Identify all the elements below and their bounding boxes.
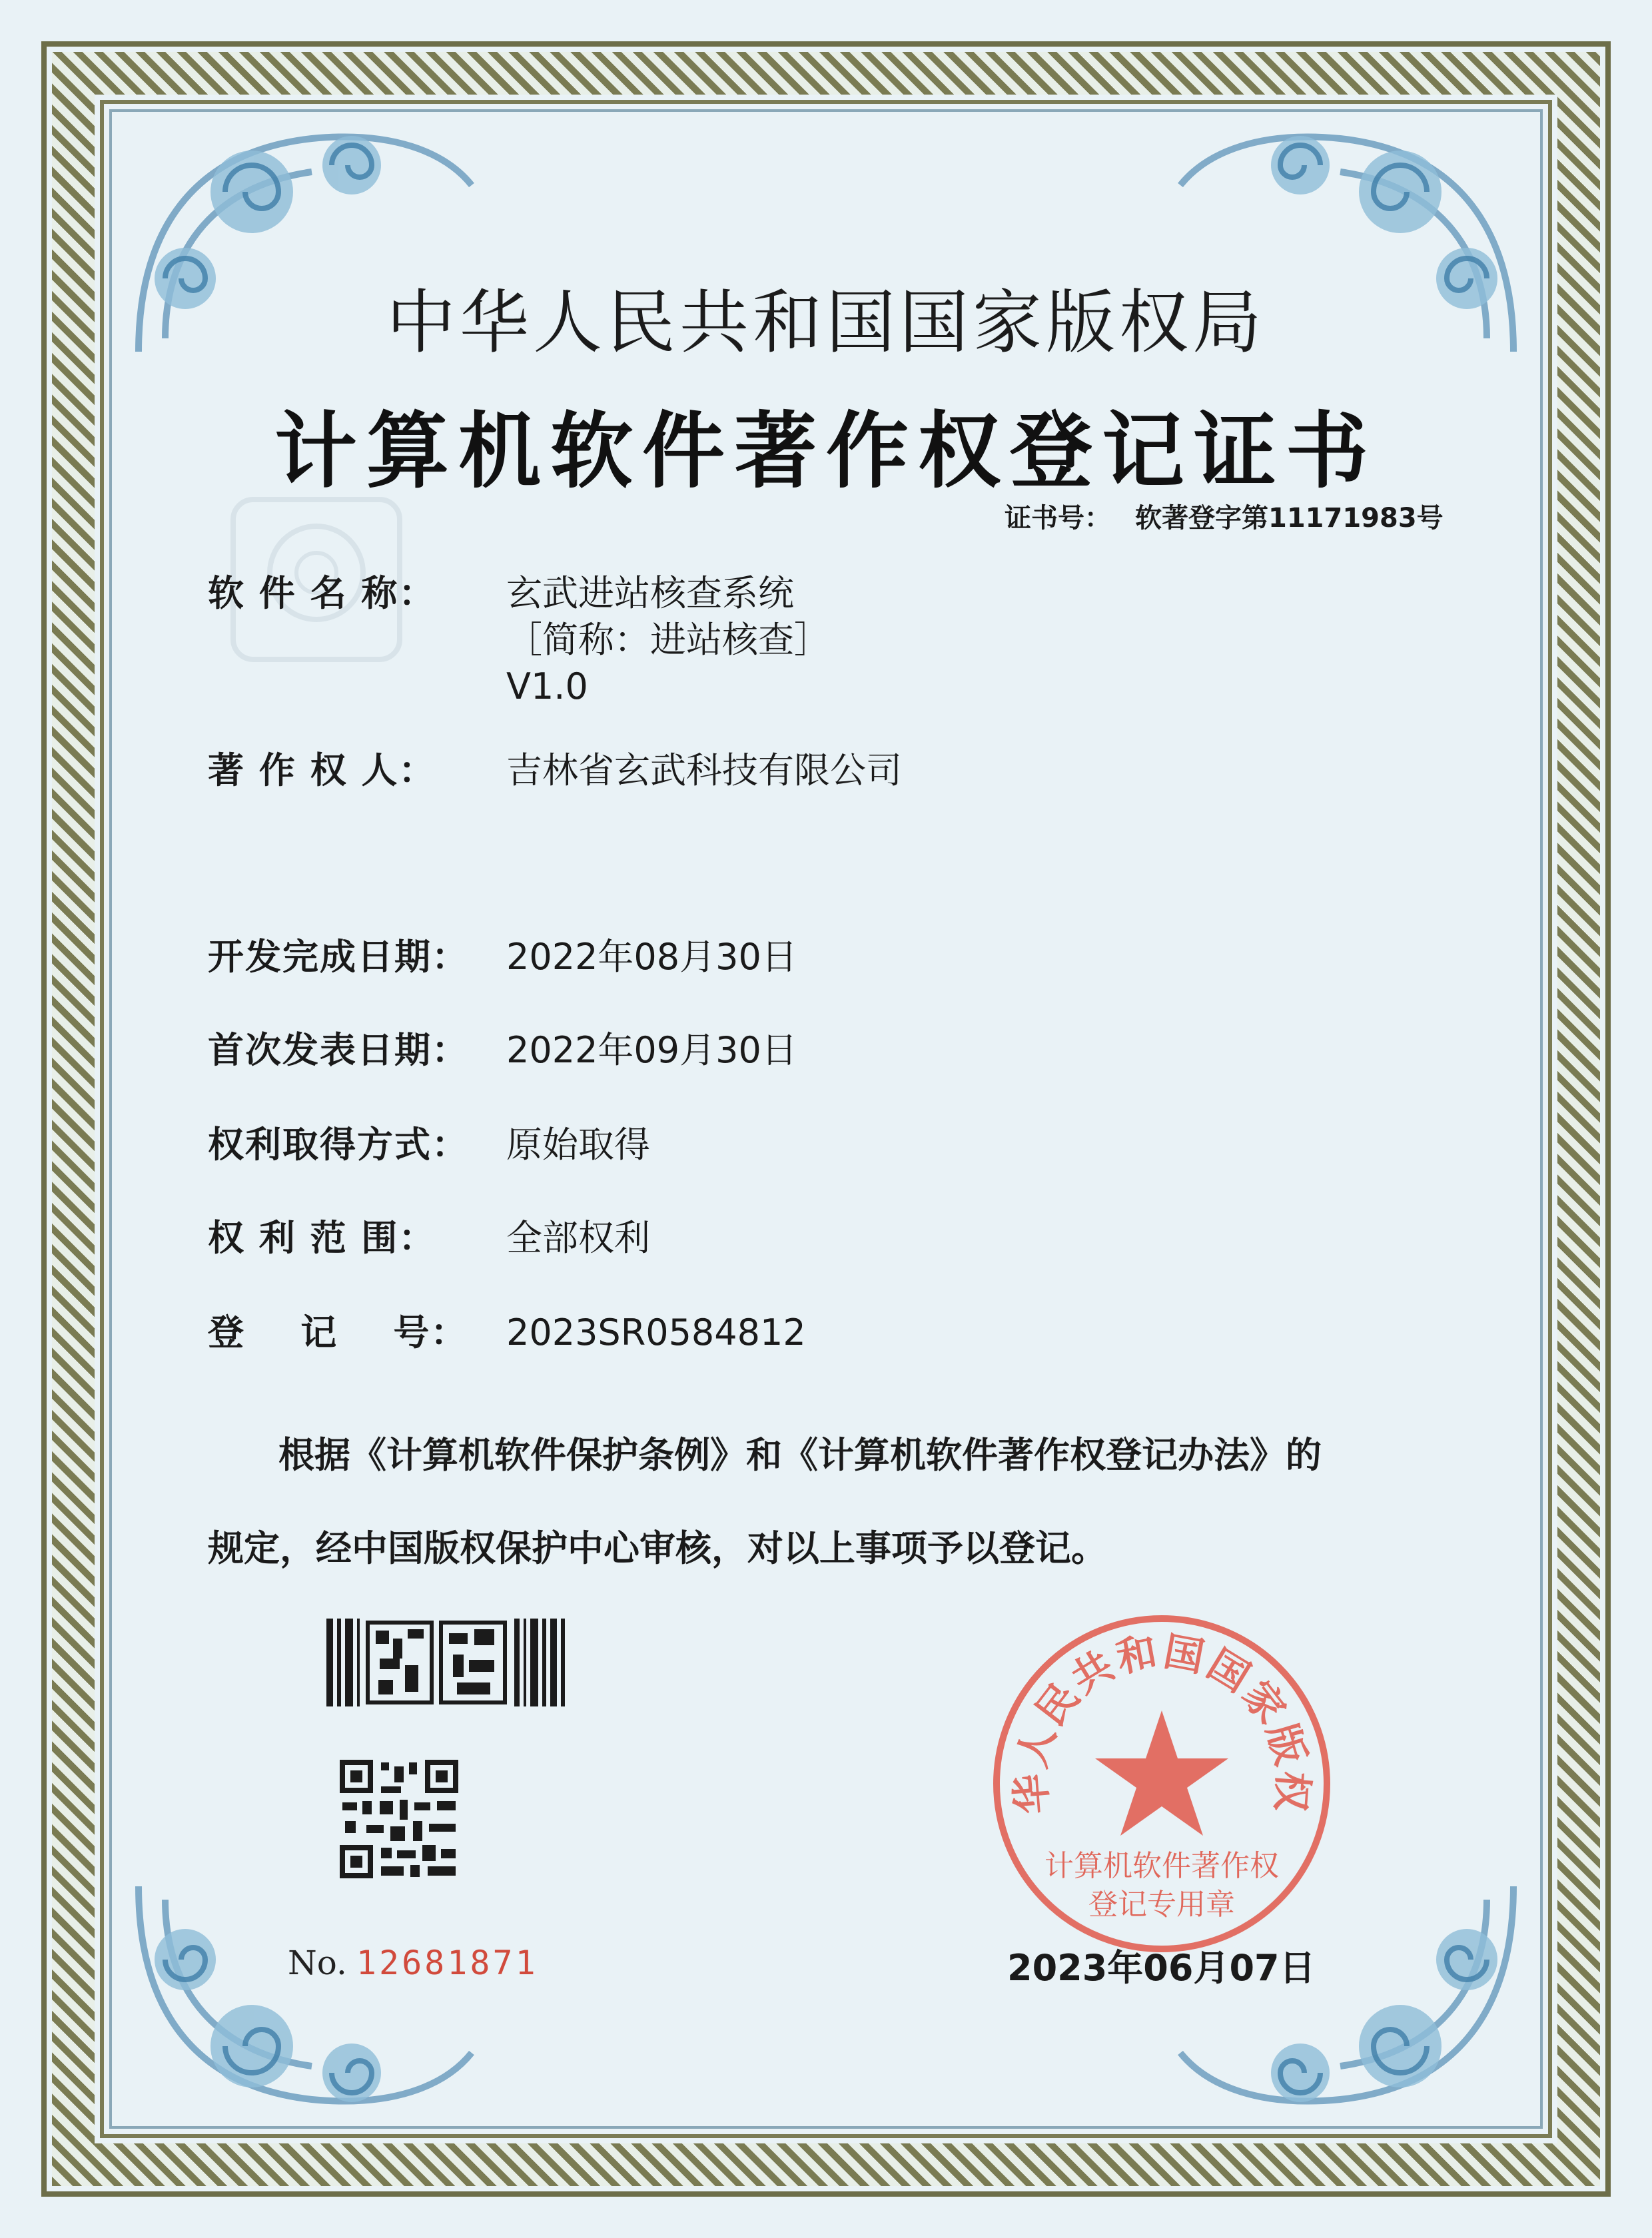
- software-version: V1.0: [506, 665, 588, 707]
- scope-value: 全部权利: [506, 1217, 650, 1259]
- serial-number: [288, 1944, 538, 1982]
- acquisition-value: 原始取得: [506, 1124, 650, 1166]
- field-label: 登 记 号：: [208, 1311, 468, 1353]
- seal-star: [1095, 1710, 1228, 1836]
- completion-date-value: 2022年08月30日: [506, 936, 797, 978]
- issue-date: 2023年06月07日: [1007, 1947, 1316, 1989]
- seal-ring-text: 华人民共和国国家版权: [1007, 1628, 1316, 1816]
- field-label: 首次发表日期：: [208, 1029, 469, 1071]
- certificate-number-value: 软著登字第11171983号: [1135, 503, 1444, 534]
- barcode: [326, 1619, 566, 1706]
- field-label: 软 件 名 称：: [208, 572, 436, 614]
- official-seal: [989, 1611, 1335, 1957]
- registration-number-value: 2023SR0584812: [506, 1311, 806, 1353]
- corner-ornament-bottom-left: [112, 1873, 485, 2126]
- publish-date-value: 2022年09月30日: [506, 1029, 797, 1071]
- qr-code: [340, 1760, 458, 1878]
- field-label: 权利取得方式：: [208, 1124, 469, 1166]
- software-short-name: ［简称：进站核查］: [506, 619, 830, 661]
- serial-label: No.: [288, 1944, 347, 1982]
- seal-center-line-1: 计算机软件著作权: [1044, 1849, 1279, 1883]
- certificate-number-label: 证书号：: [1005, 503, 1111, 534]
- serial-value: 12681871: [356, 1944, 538, 1982]
- statement-line-1: 根据《计算机软件保护条例》和《计算机软件著作权登记办法》的: [278, 1434, 1322, 1476]
- statement-line-2: 规定，经中国版权保护中心审核，对以上事项予以登记。: [208, 1527, 1107, 1569]
- issuer-heading: 中华人民共和国国家版权局: [386, 282, 1266, 363]
- software-name-value: 玄武进站核查系统: [506, 572, 794, 614]
- seal-center-line-2: 登记专用章: [1088, 1888, 1235, 1922]
- field-label: 著 作 权 人：: [208, 749, 436, 791]
- field-label: 权 利 范 围：: [208, 1217, 436, 1259]
- certificate-number: [1005, 497, 1444, 535]
- certificate-title: 计算机软件著作权登记证书: [274, 404, 1378, 500]
- field-label: 开发完成日期：: [208, 936, 469, 978]
- copyright-owner-value: 吉林省玄武科技有限公司: [506, 749, 902, 791]
